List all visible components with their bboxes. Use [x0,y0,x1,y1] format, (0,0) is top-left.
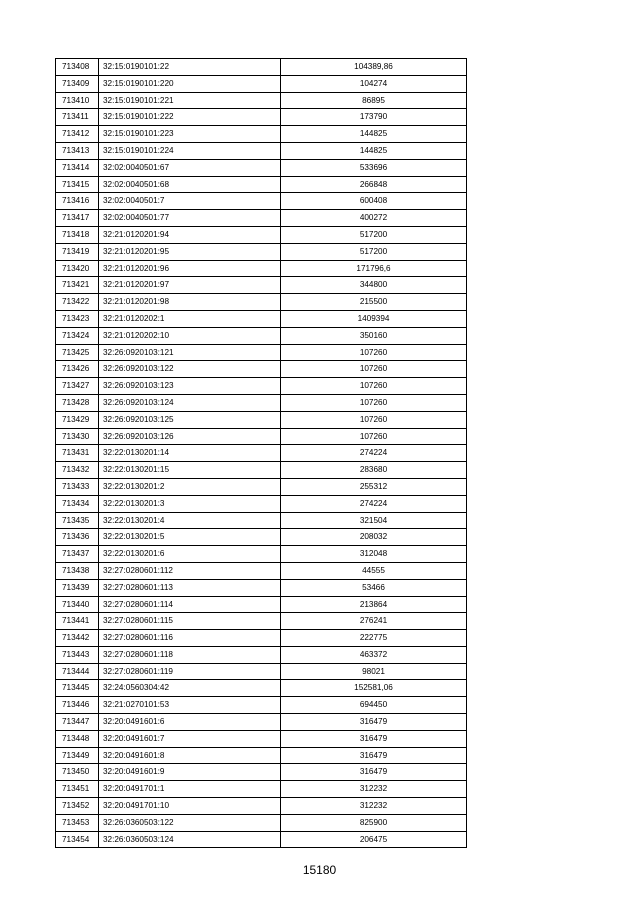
row-id-cell: 713415 [56,176,99,193]
row-id-cell: 713424 [56,327,99,344]
cadastral-number-cell: 32:26:0920103:122 [99,361,281,378]
value-cell: 171796,6 [281,260,467,277]
value-cell: 104274 [281,75,467,92]
row-id-cell: 713432 [56,462,99,479]
value-cell: 283680 [281,462,467,479]
value-cell: 274224 [281,445,467,462]
value-cell: 694450 [281,697,467,714]
cadastral-number-cell: 32:20:0491601:7 [99,730,281,747]
cadastral-number-cell: 32:21:0120202:1 [99,310,281,327]
value-cell: 400272 [281,210,467,227]
cadastral-number-cell: 32:22:0130201:3 [99,495,281,512]
table-row [56,512,467,529]
table-row [56,546,467,563]
row-id-cell: 713449 [56,747,99,764]
table-row [56,613,467,630]
value-cell: 107260 [281,344,467,361]
row-id-cell: 713442 [56,630,99,647]
table-row [56,646,467,663]
cadastral-number-cell: 32:26:0920103:124 [99,394,281,411]
row-id-cell: 713445 [56,680,99,697]
value-cell: 266848 [281,176,467,193]
cadastral-number-cell: 32:02:0040501:7 [99,193,281,210]
table-row [56,798,467,815]
row-id-cell: 713429 [56,411,99,428]
table-row [56,394,467,411]
value-cell: 206475 [281,831,467,848]
cadastral-number-cell: 32:02:0040501:67 [99,159,281,176]
value-cell: 213864 [281,596,467,613]
cadastral-number-cell: 32:26:0920103:121 [99,344,281,361]
cadastral-number-cell: 32:26:0360503:122 [99,814,281,831]
table-row [56,764,467,781]
table-row [56,663,467,680]
cadastral-number-cell: 32:27:0280601:112 [99,562,281,579]
table-row [56,781,467,798]
table-row [56,176,467,193]
value-cell: 107260 [281,428,467,445]
row-id-cell: 713417 [56,210,99,227]
row-id-cell: 713450 [56,764,99,781]
value-cell: 463372 [281,646,467,663]
cadastral-number-cell: 32:15:0190101:22 [99,59,281,76]
table-row [56,109,467,126]
value-cell: 312232 [281,781,467,798]
cadastral-number-cell: 32:26:0920103:125 [99,411,281,428]
table-row [56,193,467,210]
value-cell: 517200 [281,226,467,243]
value-cell: 107260 [281,394,467,411]
row-id-cell: 713438 [56,562,99,579]
table-row [56,630,467,647]
row-id-cell: 713437 [56,546,99,563]
table-row [56,814,467,831]
cadastral-number-cell: 32:21:0270101:53 [99,697,281,714]
value-cell: 107260 [281,411,467,428]
cadastral-number-cell: 32:27:0280601:115 [99,613,281,630]
row-id-cell: 713421 [56,277,99,294]
cadastral-number-cell: 32:21:0120201:95 [99,243,281,260]
table-row [56,344,467,361]
cadastral-number-cell: 32:20:0491701:1 [99,781,281,798]
row-id-cell: 713428 [56,394,99,411]
value-cell: 86895 [281,92,467,109]
cadastral-number-cell: 32:22:0130201:15 [99,462,281,479]
table-row [56,126,467,143]
table-row [56,596,467,613]
table-row [56,445,467,462]
table-row [56,562,467,579]
row-id-cell: 713411 [56,109,99,126]
cadastral-number-cell: 32:26:0920103:126 [99,428,281,445]
data-table [55,58,467,848]
value-cell: 44555 [281,562,467,579]
cadastral-number-cell: 32:15:0190101:222 [99,109,281,126]
value-cell: 517200 [281,243,467,260]
row-id-cell: 713443 [56,646,99,663]
cadastral-number-cell: 32:21:0120201:94 [99,226,281,243]
value-cell: 350160 [281,327,467,344]
cadastral-number-cell: 32:22:0130201:5 [99,529,281,546]
row-id-cell: 713412 [56,126,99,143]
cadastral-number-cell: 32:22:0130201:4 [99,512,281,529]
table-row [56,747,467,764]
table-row [56,75,467,92]
table-row [56,495,467,512]
table-row [56,529,467,546]
table-row [56,142,467,159]
table-row [56,210,467,227]
page-number: 15180 [302,863,337,877]
table-row [56,59,467,76]
row-id-cell: 713435 [56,512,99,529]
table-row [56,831,467,848]
value-cell: 312232 [281,798,467,815]
row-id-cell: 713453 [56,814,99,831]
row-id-cell: 713419 [56,243,99,260]
cadastral-number-cell: 32:02:0040501:68 [99,176,281,193]
row-id-cell: 713408 [56,59,99,76]
value-cell: 321504 [281,512,467,529]
value-cell: 173790 [281,109,467,126]
cadastral-number-cell: 32:21:0120201:96 [99,260,281,277]
cadastral-number-cell: 32:24:0560304:42 [99,680,281,697]
row-id-cell: 713448 [56,730,99,747]
row-id-cell: 713410 [56,92,99,109]
row-id-cell: 713444 [56,663,99,680]
row-id-cell: 713433 [56,478,99,495]
value-cell: 222775 [281,630,467,647]
cadastral-number-cell: 32:22:0130201:2 [99,478,281,495]
table-row [56,159,467,176]
table-row [56,579,467,596]
value-cell: 533696 [281,159,467,176]
cadastral-number-cell: 32:21:0120201:97 [99,277,281,294]
table-row [56,378,467,395]
value-cell: 152581,06 [281,680,467,697]
table-row [56,411,467,428]
table-row [56,714,467,731]
value-cell: 107260 [281,361,467,378]
cadastral-number-cell: 32:27:0280601:118 [99,646,281,663]
table-row [56,243,467,260]
value-cell: 274224 [281,495,467,512]
row-id-cell: 713434 [56,495,99,512]
value-cell: 600408 [281,193,467,210]
table-row [56,697,467,714]
cadastral-number-cell: 32:20:0491601:6 [99,714,281,731]
cadastral-number-cell: 32:27:0280601:119 [99,663,281,680]
row-id-cell: 713418 [56,226,99,243]
row-id-cell: 713413 [56,142,99,159]
row-id-cell: 713426 [56,361,99,378]
value-cell: 255312 [281,478,467,495]
value-cell: 104389,86 [281,59,467,76]
cadastral-number-cell: 32:27:0280601:114 [99,596,281,613]
table-row [56,226,467,243]
value-cell: 1409394 [281,310,467,327]
table-row [56,260,467,277]
row-id-cell: 713422 [56,294,99,311]
table-row [56,428,467,445]
row-id-cell: 713440 [56,596,99,613]
value-cell: 215500 [281,294,467,311]
row-id-cell: 713441 [56,613,99,630]
value-cell: 53466 [281,579,467,596]
table-row [56,294,467,311]
value-cell: 316479 [281,730,467,747]
cadastral-number-cell: 32:02:0040501:77 [99,210,281,227]
table-row [56,730,467,747]
row-id-cell: 713427 [56,378,99,395]
value-cell: 316479 [281,764,467,781]
row-id-cell: 713447 [56,714,99,731]
value-cell: 144825 [281,126,467,143]
row-id-cell: 713431 [56,445,99,462]
row-id-cell: 713439 [56,579,99,596]
row-id-cell: 713436 [56,529,99,546]
cadastral-number-cell: 32:26:0360503:124 [99,831,281,848]
value-cell: 825900 [281,814,467,831]
cadastral-number-cell: 32:22:0130201:6 [99,546,281,563]
cadastral-number-cell: 32:26:0920103:123 [99,378,281,395]
table-row [56,277,467,294]
table-body [56,59,467,848]
row-id-cell: 713452 [56,798,99,815]
row-id-cell: 713446 [56,697,99,714]
value-cell: 316479 [281,714,467,731]
row-id-cell: 713423 [56,310,99,327]
value-cell: 312048 [281,546,467,563]
cadastral-number-cell: 32:15:0190101:224 [99,142,281,159]
row-id-cell: 713451 [56,781,99,798]
cadastral-number-cell: 32:27:0280601:113 [99,579,281,596]
row-id-cell: 713430 [56,428,99,445]
value-cell: 98021 [281,663,467,680]
cadastral-number-cell: 32:22:0130201:14 [99,445,281,462]
row-id-cell: 713414 [56,159,99,176]
table-row [56,680,467,697]
cadastral-number-cell: 32:20:0491601:9 [99,764,281,781]
row-id-cell: 713420 [56,260,99,277]
value-cell: 144825 [281,142,467,159]
cadastral-number-cell: 32:15:0190101:221 [99,92,281,109]
table-row [56,462,467,479]
cadastral-number-cell: 32:15:0190101:220 [99,75,281,92]
value-cell: 344800 [281,277,467,294]
value-cell: 316479 [281,747,467,764]
cadastral-number-cell: 32:20:0491601:8 [99,747,281,764]
row-id-cell: 713425 [56,344,99,361]
cadastral-number-cell: 32:27:0280601:116 [99,630,281,647]
table-row [56,310,467,327]
row-id-cell: 713454 [56,831,99,848]
cadastral-number-cell: 32:21:0120201:98 [99,294,281,311]
cadastral-number-cell: 32:15:0190101:223 [99,126,281,143]
row-id-cell: 713409 [56,75,99,92]
row-id-cell: 713416 [56,193,99,210]
table-row [56,478,467,495]
value-cell: 107260 [281,378,467,395]
cadastral-number-cell: 32:20:0491701:10 [99,798,281,815]
cadastral-number-cell: 32:21:0120202:10 [99,327,281,344]
table-row [56,92,467,109]
value-cell: 276241 [281,613,467,630]
table-row [56,361,467,378]
value-cell: 208032 [281,529,467,546]
table-row [56,327,467,344]
